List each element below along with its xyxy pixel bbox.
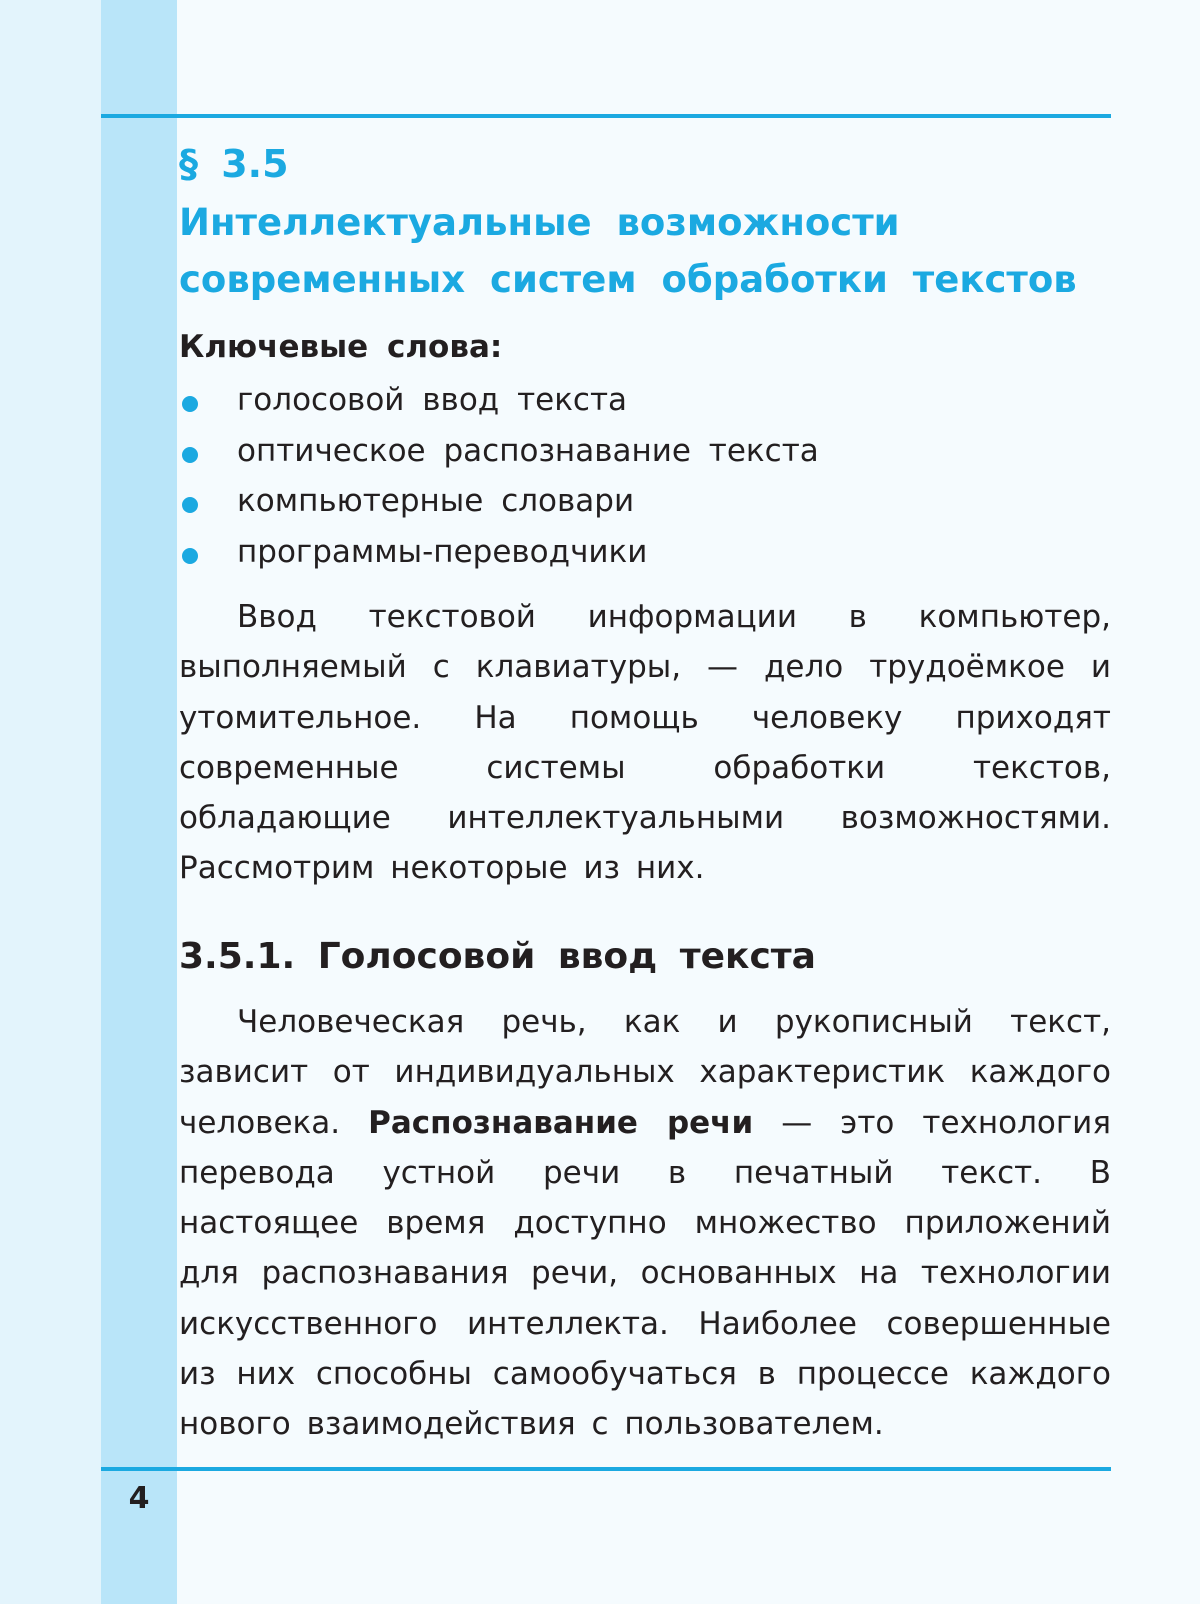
keyword-text: компьютерные словари: [237, 483, 635, 519]
bullet-icon: [182, 396, 198, 412]
bullet-icon: [182, 497, 198, 513]
keyword-item: [179, 375, 1111, 426]
bullet-icon: [182, 447, 198, 463]
section-number: § 3.5: [179, 142, 289, 186]
keyword-item: [179, 426, 1111, 477]
keyword-text: программы-переводчики: [237, 533, 648, 570]
page-edge-strip: [0, 0, 101, 1604]
section-title-line-1: Интеллектуальные возможности: [179, 201, 900, 244]
page-number: 4: [128, 1481, 150, 1516]
keyword-item: [179, 476, 1111, 527]
bottom-rule: [101, 1467, 1111, 1471]
speech-recognition-paragraph: [179, 997, 1111, 1450]
keyword-text: голосовой ввод текста: [237, 382, 628, 418]
top-rule: [101, 114, 1111, 118]
bullet-icon: [182, 548, 198, 564]
intro-paragraph: Ввод текстовой информации в компьютер, выполняемый с клавиатуры, — дело трудоёмкое и утомительное. На помощь человеку приходят современные системы обработки текстов, обладающие интеллектуальными возможностями. Рассмотрим некоторые из них.: [179, 599, 1111, 887]
keywords-heading: Ключевые слова:: [179, 329, 503, 365]
paragraph-text-end: — это технология перевода устной речи в печатный текст. В настоящее время доступно множество приложений для распознавания речи, основанных на технологии искусственного интеллекта. Наиболее совершенные из них способны самообучаться в процессе каждого нового взаимодействия с пользователем.: [179, 1104, 1111, 1443]
section-title-line-2: современных систем обработки текстов: [179, 258, 1077, 301]
keyword-text: оптическое распознавание текста: [237, 432, 819, 469]
defined-term: Распознавание речи: [368, 1104, 754, 1141]
paragraph-text-start: Человеческая речь, как и рукописный текст, зависит от индивидуальных характеристик каждого человека.: [179, 1004, 1111, 1141]
margin-column: [101, 0, 177, 1604]
subsection-heading: 3.5.1. Голосовой ввод текста: [179, 936, 816, 977]
section-title: [179, 194, 1111, 308]
keywords-list: [179, 375, 1111, 577]
keyword-item: [179, 527, 1111, 578]
